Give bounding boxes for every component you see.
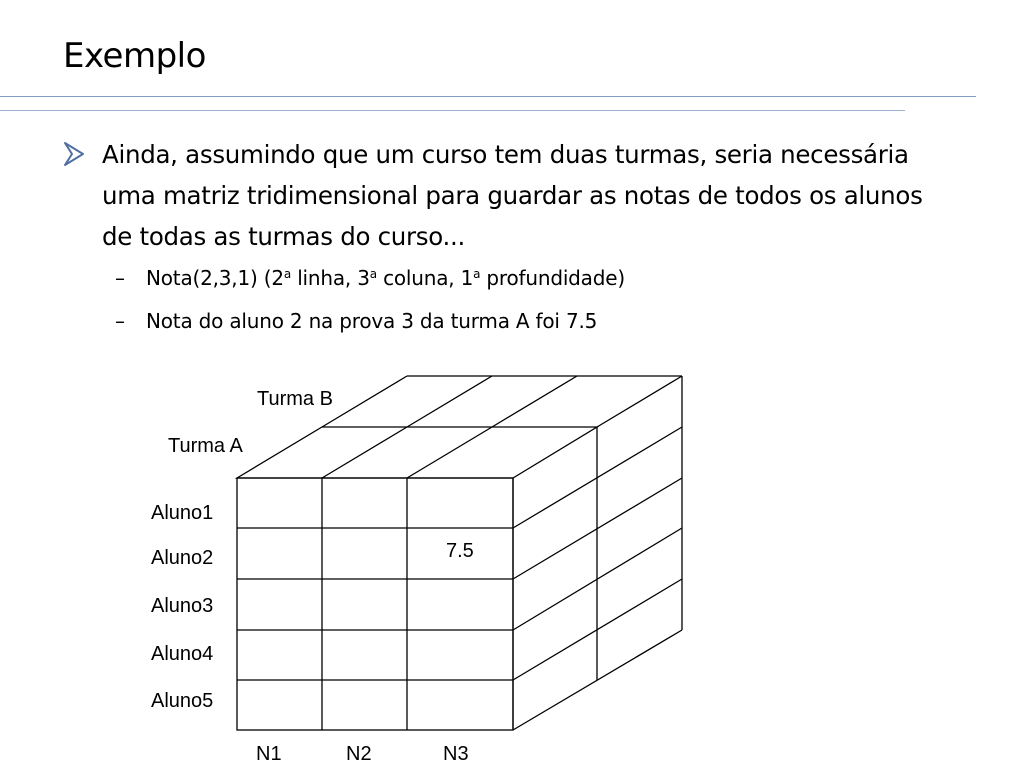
row-label: Aluno5 <box>151 690 214 712</box>
slide-title: Exemplo <box>63 36 206 76</box>
front-face-outline <box>237 478 513 730</box>
column-label: N1 <box>256 743 282 765</box>
row-label: Aluno1 <box>151 502 214 524</box>
sub-bullet-text: Nota do aluno 2 na prova 3 da turma A foi 7.5 <box>146 309 598 333</box>
row-label: Aluno3 <box>151 595 214 617</box>
dash-icon: – <box>115 309 125 333</box>
cell-value-aluno2-n3: 7.5 <box>446 540 474 562</box>
depth-label-turma-a: Turma A <box>168 435 243 457</box>
column-label: N2 <box>346 743 372 765</box>
depth-label-turma-b: Turma B <box>257 388 333 410</box>
sub-bullet-text: Nota(2,3,1) (2$^a$ linha, 3$^a$ coluna, 1$^a$ profundidade) <box>146 266 625 290</box>
top-face-mid <box>237 427 597 478</box>
dash-icon: – <box>115 266 125 290</box>
row-label: Aluno2 <box>151 547 214 569</box>
column-label: N3 <box>443 743 469 765</box>
row-label: Aluno4 <box>151 643 214 665</box>
main-bullet-text: Ainda, assumindo que um curso tem duas turmas, seria necessária uma matriz tridimensional para guardar as notas de todos os alunos de todas as turmas do curso... <box>102 140 923 251</box>
